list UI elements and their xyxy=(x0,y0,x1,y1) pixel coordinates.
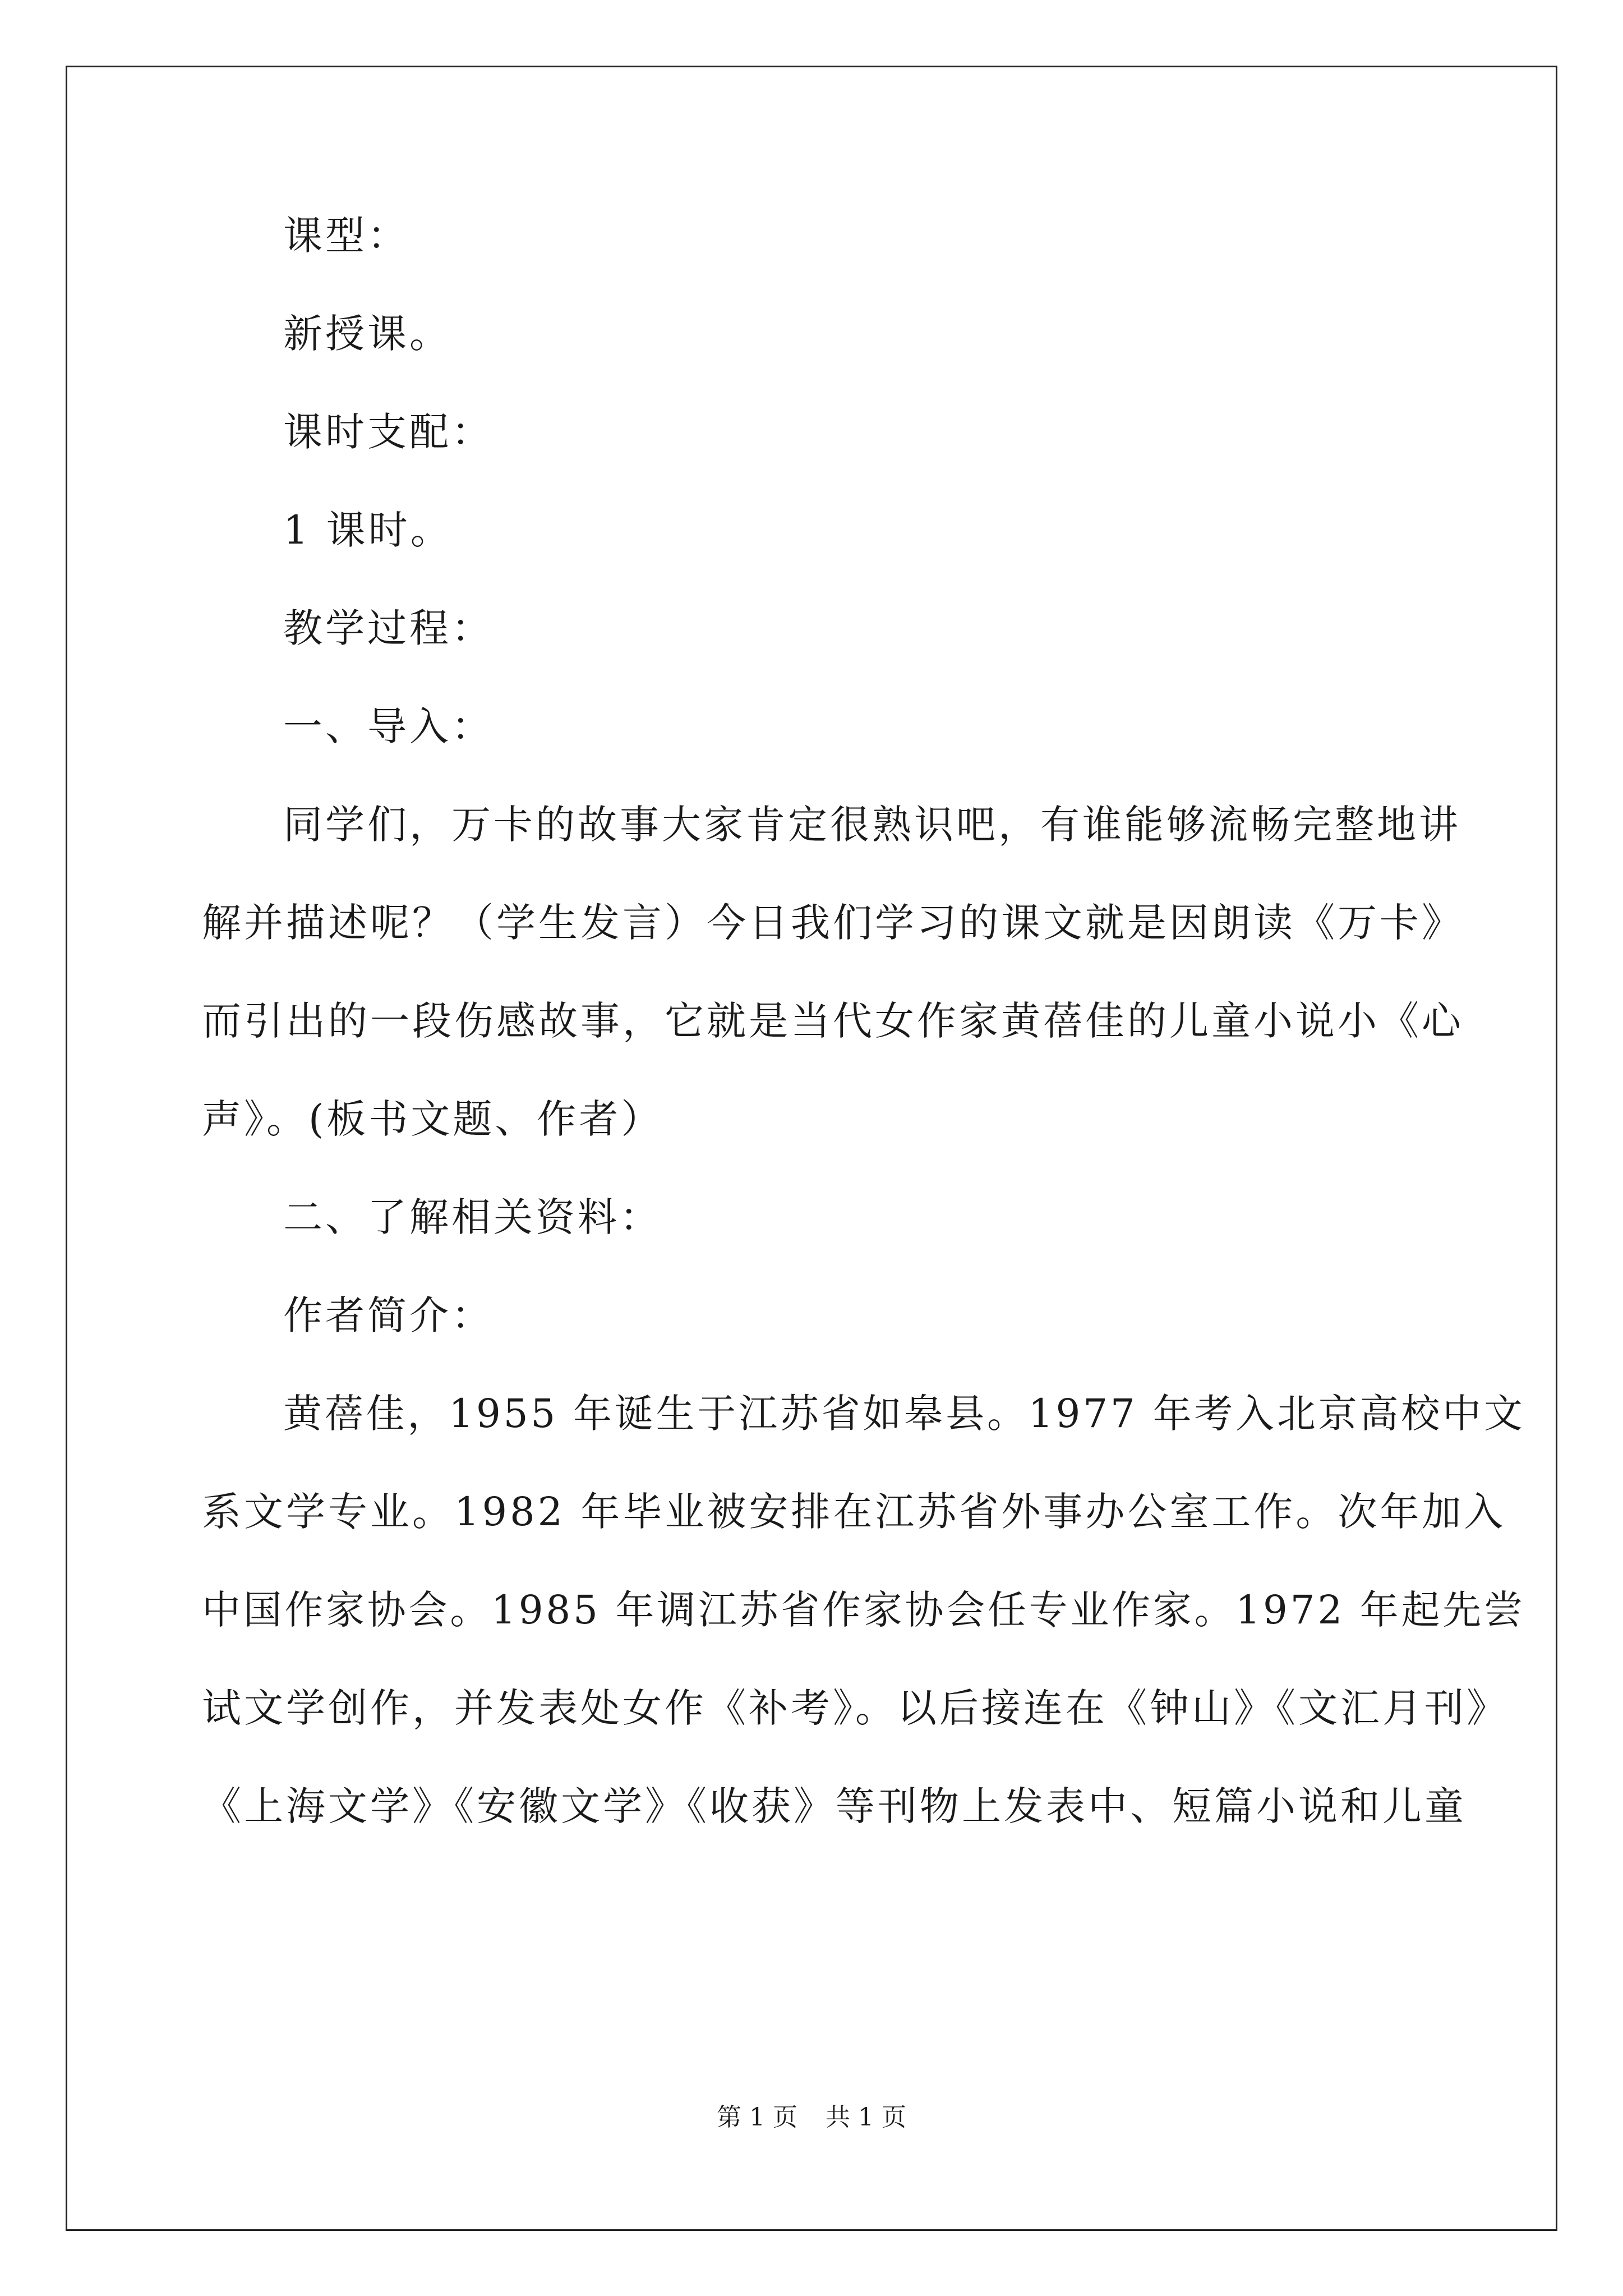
text-line: 教学过程： xyxy=(283,605,494,651)
text-line: 1 课时。 xyxy=(283,507,453,553)
page-number: 第 1 页 xyxy=(717,2103,797,2132)
text-line: 《上海文学》《安徽文学》《收获》等刊物上发表中、短篇小说和儿童 xyxy=(202,1783,1467,1829)
text-line: 而引出的一段伤感故事，它就是当代女作家黄蓓佳的儿童小说小《心 xyxy=(202,998,1464,1044)
page-border xyxy=(66,66,1557,2231)
text-line: 中国作家协会。1985 年调江苏省作家协会任专业作家。1972 年起先尝 xyxy=(202,1587,1525,1633)
page-total: 共 1 页 xyxy=(826,2103,906,2132)
text-line: 作者简介： xyxy=(283,1292,494,1338)
text-line: 系文学专业。1982 年毕业被安排在江苏省外事办公室工作。次年加入 xyxy=(202,1489,1506,1535)
text-line: 解并描述呢？（学生发言）今日我们学习的课文就是因朗读《万卡》 xyxy=(202,900,1464,946)
text-line: 课型： xyxy=(283,213,409,259)
text-line: 二、了解相关资料： xyxy=(283,1194,662,1240)
text-line: 黄蓓佳，1955 年诞生于江苏省如皋县。1977 年考入北京高校中文 xyxy=(283,1391,1525,1437)
text-line: 一、导入： xyxy=(283,703,494,749)
text-line: 课时支配： xyxy=(283,409,494,455)
text-line: 同学们，万卡的故事大家肯定很熟识吧，有谁能够流畅完整地讲 xyxy=(283,802,1461,848)
text-line: 新授课。 xyxy=(283,311,451,357)
page-footer xyxy=(0,2101,1623,2134)
text-line: 声》。(板书文题、作者） xyxy=(202,1096,663,1142)
text-line: 试文学创作，并发表处女作《补考》。以后接连在《钟山》《文汇月刊》 xyxy=(202,1685,1509,1731)
